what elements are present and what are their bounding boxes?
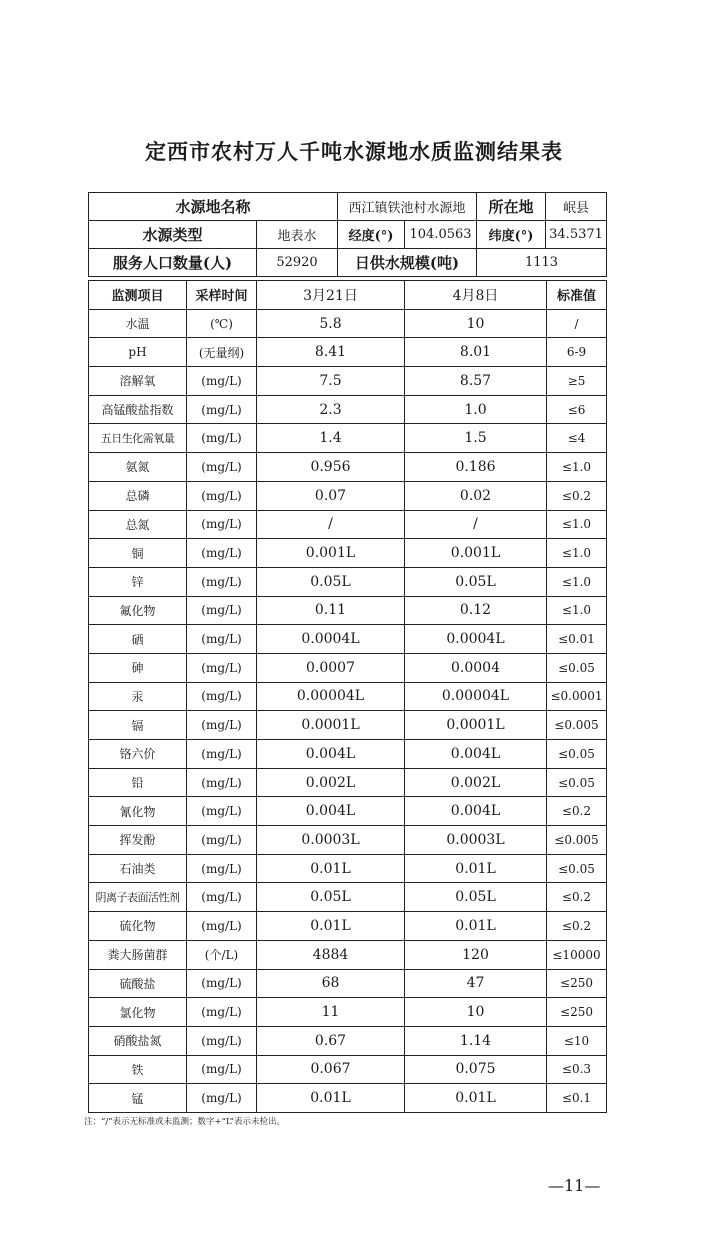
value-date2-cell: 47 [405,969,547,998]
unit-cell: (mg/L) [187,510,257,539]
standard-value-cell: ≤250 [547,969,607,998]
table-row [89,453,607,482]
value-date1-cell: 0.0004L [257,625,405,654]
table-row [89,395,607,424]
value-date2-cell: 0.002L [405,768,547,797]
unit-cell: (℃) [187,309,257,338]
standard-value-cell: ≤1.0 [547,539,607,568]
footnote: 注：“/”表示无标准或未监测；数字+“L”表示未检出。 [84,1117,285,1127]
value-date2-cell: 0.0004 [405,653,547,682]
parameter-name-cell: 石油类 [89,854,187,883]
unit-cell: (mg/L) [187,453,257,482]
standard-value-cell: ≤0.0001 [547,682,607,711]
value-date2-cell: 1.14 [405,1026,547,1055]
standard-value-cell: ≤1.0 [547,453,607,482]
value-date2-cell: 1.5 [405,424,547,453]
value-date1-cell: 0.002L [257,768,405,797]
standard-value-cell: ≤0.005 [547,826,607,855]
unit-cell: (mg/L) [187,682,257,711]
value-date2-cell: 0.004L [405,740,547,769]
value-date1-cell: 0.001L [257,539,405,568]
unit-cell: (个/L) [187,940,257,969]
standard-value-cell: ≤0.05 [547,653,607,682]
parameter-name-cell: 铬六价 [89,740,187,769]
value-date1-cell: 2.3 [257,395,405,424]
table-row [89,309,607,338]
standard-value-cell: ≤6 [547,395,607,424]
standard-value-cell: ≤1.0 [547,596,607,625]
table-row [89,424,607,453]
value-date1-cell: 0.004L [257,797,405,826]
source-info-table [88,192,607,277]
location-label: 所在地 [477,193,546,221]
value-date1-cell: 0.67 [257,1026,405,1055]
value-date2-cell: 8.01 [405,338,547,367]
value-date1-cell: 0.01L [257,912,405,941]
unit-cell: (mg/L) [187,1084,257,1113]
value-date2-cell: 0.01L [405,854,547,883]
unit-cell: (mg/L) [187,653,257,682]
table-row [89,826,607,855]
value-date1-cell: 5.8 [257,309,405,338]
table-row [89,539,607,568]
standard-value-cell: ≤0.05 [547,768,607,797]
unit-cell: (mg/L) [187,424,257,453]
parameter-name-cell: 锰 [89,1084,187,1113]
unit-cell: (无量纲) [187,338,257,367]
standard-value-cell: ≤0.3 [547,1055,607,1084]
parameter-name-cell: 铜 [89,539,187,568]
unit-cell: (mg/L) [187,768,257,797]
table-row [89,567,607,596]
value-date1-cell: 68 [257,969,405,998]
standard-value-cell: ≤0.1 [547,1084,607,1113]
unit-cell: (mg/L) [187,567,257,596]
standard-value-cell: ≤250 [547,998,607,1027]
unit-cell: (mg/L) [187,1055,257,1084]
value-date2-cell: 0.01L [405,912,547,941]
source-name-value: 西江镇铁池村水源地 [338,193,477,221]
parameter-name-cell: 硫酸盐 [89,969,187,998]
unit-cell: (mg/L) [187,395,257,424]
parameter-name-cell: 砷 [89,653,187,682]
value-date1-cell: 0.0003L [257,826,405,855]
parameter-name-cell: 锌 [89,567,187,596]
table-row [89,625,607,654]
value-date1-cell: 1.4 [257,424,405,453]
value-date1-cell: 0.956 [257,453,405,482]
source-type-label: 水源类型 [89,221,257,249]
value-date1-cell: 0.05L [257,883,405,912]
parameter-name-cell: 挥发酚 [89,826,187,855]
unit-cell: (mg/L) [187,367,257,396]
standard-value-cell: 6-9 [547,338,607,367]
standard-value-cell: ≤10 [547,1026,607,1055]
standard-value-cell: ≤10000 [547,940,607,969]
value-date2-cell: 0.00004L [405,682,547,711]
source-type-value: 地表水 [257,221,338,249]
standard-value-cell: ≤0.2 [547,912,607,941]
standard-value-cell: ≤0.2 [547,797,607,826]
table-row [89,912,607,941]
population-value: 52920 [257,249,338,277]
parameter-name-cell: 氨氮 [89,453,187,482]
value-date1-cell: 0.0007 [257,653,405,682]
unit-cell: (mg/L) [187,969,257,998]
table-row [89,998,607,1027]
table-row [89,596,607,625]
value-date2-cell: 0.186 [405,453,547,482]
standard-value-cell: ≤0.05 [547,854,607,883]
table-row [89,338,607,367]
parameter-name-cell: 铅 [89,768,187,797]
value-date1-cell: 0.01L [257,1084,405,1113]
column-header-time: 采样时间 [187,281,257,310]
value-date2-cell: 10 [405,309,547,338]
standard-value-cell: ≤1.0 [547,567,607,596]
unit-cell: (mg/L) [187,711,257,740]
page-number: —11— [548,1176,601,1195]
unit-cell: (mg/L) [187,998,257,1027]
longitude-label: 经度(°) [338,221,405,249]
parameter-name-cell: 氯化物 [89,998,187,1027]
value-date1-cell: 0.11 [257,596,405,625]
parameter-name-cell: 镉 [89,711,187,740]
value-date2-cell: 0.01L [405,1084,547,1113]
standard-value-cell: ≤4 [547,424,607,453]
table-row [89,883,607,912]
unit-cell: (mg/L) [187,797,257,826]
parameter-name-cell: 总磷 [89,481,187,510]
table-row [89,510,607,539]
table-row [89,481,607,510]
table-row [89,854,607,883]
column-header-standard: 标准值 [547,281,607,310]
standard-value-cell: ≤0.005 [547,711,607,740]
value-date2-cell: 0.0003L [405,826,547,855]
parameter-name-cell: 高锰酸盐指数 [89,395,187,424]
table-row [89,1026,607,1055]
table-row [89,768,607,797]
unit-cell: (mg/L) [187,625,257,654]
parameter-name-cell: 阴离子表面活性剂 [89,883,187,912]
unit-cell: (mg/L) [187,740,257,769]
table-row [89,1055,607,1084]
longitude-value: 104.0563 [405,221,477,249]
unit-cell: (mg/L) [187,539,257,568]
value-date1-cell: 4884 [257,940,405,969]
value-date1-cell: 0.067 [257,1055,405,1084]
standard-value-cell: ≤0.01 [547,625,607,654]
standard-value-cell: ≤0.2 [547,481,607,510]
table-row [89,367,607,396]
value-date2-cell: 0.004L [405,797,547,826]
supply-value: 1113 [477,249,607,277]
value-date2-cell: 0.05L [405,567,547,596]
standard-value-cell: ≥5 [547,367,607,396]
value-date2-cell: 120 [405,940,547,969]
table-row [89,797,607,826]
table-row [89,740,607,769]
column-header-date1: 3月21日 [257,281,405,310]
value-date2-cell: 0.0001L [405,711,547,740]
page-title: 定西市农村万人千吨水源地水质监测结果表 [145,139,563,164]
standard-value-cell: ≤0.05 [547,740,607,769]
value-date1-cell: 0.05L [257,567,405,596]
unit-cell: (mg/L) [187,481,257,510]
parameter-name-cell: 汞 [89,682,187,711]
parameter-name-cell: 硒 [89,625,187,654]
value-date1-cell: 0.004L [257,740,405,769]
parameter-name-cell: 氟化物 [89,596,187,625]
value-date1-cell: 0.01L [257,854,405,883]
value-date1-cell: 11 [257,998,405,1027]
standard-value-cell: / [547,309,607,338]
unit-cell: (mg/L) [187,854,257,883]
latitude-label: 纬度(°) [477,221,546,249]
standard-value-cell: ≤1.0 [547,510,607,539]
value-date2-cell: 0.12 [405,596,547,625]
table-row [89,682,607,711]
unit-cell: (mg/L) [187,883,257,912]
supply-label: 日供水规模(吨) [338,249,477,277]
parameter-name-cell: pH [89,338,187,367]
table-row [89,969,607,998]
meta-row-name [89,193,607,221]
table-row [89,940,607,969]
unit-cell: (mg/L) [187,826,257,855]
population-label: 服务人口数量(人) [89,249,257,277]
location-value: 岷县 [546,193,607,221]
table-row [89,711,607,740]
value-date2-cell: 0.02 [405,481,547,510]
unit-cell: (mg/L) [187,912,257,941]
parameter-name-cell: 五日生化需氧量 [89,424,187,453]
value-date2-cell: / [405,510,547,539]
value-date1-cell: 0.00004L [257,682,405,711]
parameter-name-cell: 溶解氧 [89,367,187,396]
table-row [89,1084,607,1113]
value-date2-cell: 0.05L [405,883,547,912]
parameter-name-cell: 氰化物 [89,797,187,826]
latitude-value: 34.5371 [546,221,607,249]
value-date1-cell: 0.07 [257,481,405,510]
value-date2-cell: 0.075 [405,1055,547,1084]
value-date2-cell: 0.0004L [405,625,547,654]
parameter-name-cell: 铁 [89,1055,187,1084]
parameter-name-cell: 硫化物 [89,912,187,941]
value-date2-cell: 10 [405,998,547,1027]
header-row [89,281,607,310]
unit-cell: (mg/L) [187,1026,257,1055]
standard-value-cell: ≤0.2 [547,883,607,912]
parameter-name-cell: 水温 [89,309,187,338]
parameter-name-cell: 硝酸盐氮 [89,1026,187,1055]
value-date2-cell: 0.001L [405,539,547,568]
meta-row-scale [89,249,607,277]
value-date1-cell: 8.41 [257,338,405,367]
table-row [89,653,607,682]
value-date2-cell: 1.0 [405,395,547,424]
parameter-name-cell: 总氮 [89,510,187,539]
meta-row-type [89,221,607,249]
source-name-label: 水源地名称 [89,193,338,221]
value-date1-cell: 7.5 [257,367,405,396]
value-date2-cell: 8.57 [405,367,547,396]
monitoring-results-table [88,280,607,1113]
column-header-date2: 4月8日 [405,281,547,310]
value-date1-cell: 0.0001L [257,711,405,740]
value-date1-cell: / [257,510,405,539]
column-header-item: 监测项目 [89,281,187,310]
parameter-name-cell: 粪大肠菌群 [89,940,187,969]
unit-cell: (mg/L) [187,596,257,625]
